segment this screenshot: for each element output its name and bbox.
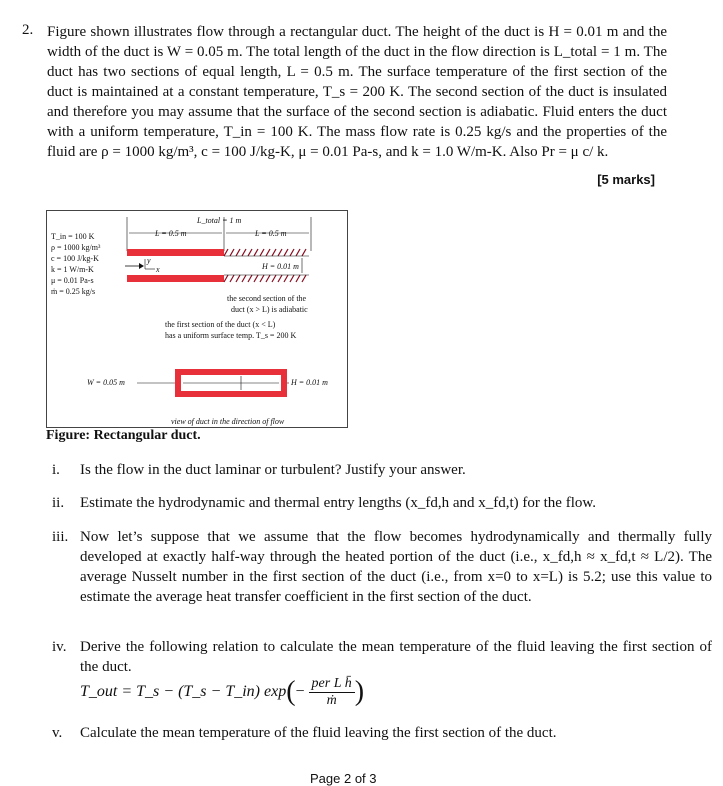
subquestion-label: iii. xyxy=(52,529,69,545)
problem-statement xyxy=(47,22,667,162)
insulation-bottom xyxy=(224,275,306,282)
subquestion-label: i. xyxy=(52,462,60,478)
subquestion-ii xyxy=(52,493,712,513)
h-top-label: H = 0.01 m xyxy=(262,262,299,271)
equation-close-paren: ) xyxy=(354,676,365,707)
figure-caption: Figure: Rectangular duct. xyxy=(46,428,201,443)
prop-mdot: ṁ = 0.25 kg/s xyxy=(51,287,96,296)
second-section-note-2: duct (x > L) is adiabatic xyxy=(231,305,308,314)
h-bottom-label: H = 0.01 m xyxy=(291,378,328,387)
subquestion-text: Now let’s suppose that we assume that the flow becomes hydrodynamically and thermally fully developed at exactly half-way through the heated portion of the duct (i.e., x_fd,h ≈ x_fd,t ≈ L/2). The average Nusselt number in the first section of the duct (i.e., from x=0 to x=L) is 5.2; use this value to estimate the average heat transfer coefficient in the first section of the duct. xyxy=(80,529,712,605)
marks-label: [5 marks] xyxy=(597,172,655,187)
w-label: W = 0.05 m xyxy=(87,378,125,387)
subquestion-label: iv. xyxy=(52,639,67,655)
l2-label: L = 0.5 m xyxy=(255,229,287,238)
second-section-note-1: the second section of the xyxy=(227,294,307,303)
subquestion-text: Derive the following relation to calculate the mean temperature of the fluid leaving the first section of the duct. xyxy=(80,639,712,675)
subquestion-iii xyxy=(52,527,712,627)
subquestion-label: ii. xyxy=(52,495,65,511)
insulation-top xyxy=(224,249,306,256)
subquestion-label: v. xyxy=(52,725,63,741)
ltotal-label: L_total = 1 m xyxy=(197,216,242,225)
first-section-note-2: has a uniform surface temp. T_s = 200 K xyxy=(165,331,297,340)
subquestion-text: Calculate the mean temperature of the fluid leaving the first section of the duct. xyxy=(80,725,557,741)
question-number: 2. xyxy=(22,22,34,38)
subquestion-i xyxy=(52,460,712,480)
subquestion-iv xyxy=(52,637,712,677)
page-footer: Page 2 of 3 xyxy=(310,771,377,786)
view-caption: view of duct in the direction of flow xyxy=(171,417,285,426)
prop-tin: T_in = 100 K xyxy=(51,232,95,241)
equation-numerator: per L h̄ xyxy=(309,676,355,693)
x-axis-label: x xyxy=(156,265,160,274)
outlet-temperature-equation xyxy=(80,672,364,712)
l1-label: L = 0.5 m xyxy=(155,229,187,238)
y-axis-label: y xyxy=(147,256,151,265)
prop-rho: ρ = 1000 kg/m³ xyxy=(51,243,101,252)
prop-mu: μ = 0.01 Pa-s xyxy=(51,276,94,285)
flow-arrow-head xyxy=(139,263,144,269)
equation-lhs: T_out = T_s − (T_s − T_in) exp xyxy=(80,683,287,700)
duct-figure xyxy=(46,210,348,428)
subquestion-text: Is the flow in the duct laminar or turbulent? Justify your answer. xyxy=(80,462,466,478)
equation-open-paren: ( xyxy=(286,676,296,707)
duct-diagram xyxy=(47,211,349,429)
problem-paragraph: Figure shown illustrates flow through a rectangular duct. The height of the duct is H = 0.01 m and the width of the duct is W = 0.05 m. The total length of the duct in the flow direction is L_total = 1 m. The duct has two sections of equal length, L = 0.5 m. The surface temperature of the first section of the duct is maintained at a constant temperature, T_s = 200 K. The second section of the duct is insulated and therefore you may assume that the surface of the second section is adiabatic. Fluid enters the duct with a uniform temperature, T_in = 100 K. The mass flow rate is 0.25 kg/s and the properties of the fluid are ρ = 1000 kg/m³, c = 100 J/kg-K, μ = 0.01 Pa-s, and k = 1.0 W/m-K. Also Pr = μ c/ k. xyxy=(47,24,667,160)
heated-wall-top xyxy=(127,249,224,256)
heated-wall-bottom xyxy=(127,275,224,282)
subquestion-text: Estimate the hydrodynamic and thermal entry lengths (x_fd,h and x_fd,t) for the flow. xyxy=(80,495,596,511)
prop-k: k = 1 W/m-K xyxy=(51,265,94,274)
equation-fraction xyxy=(309,676,355,709)
first-section-note-1: the first section of the duct (x < L) xyxy=(165,320,276,329)
subquestion-v xyxy=(52,723,712,743)
equation-minus: − xyxy=(295,683,305,700)
prop-c: c = 100 J/kg-K xyxy=(51,254,99,263)
equation-denominator: ṁ xyxy=(326,692,337,708)
